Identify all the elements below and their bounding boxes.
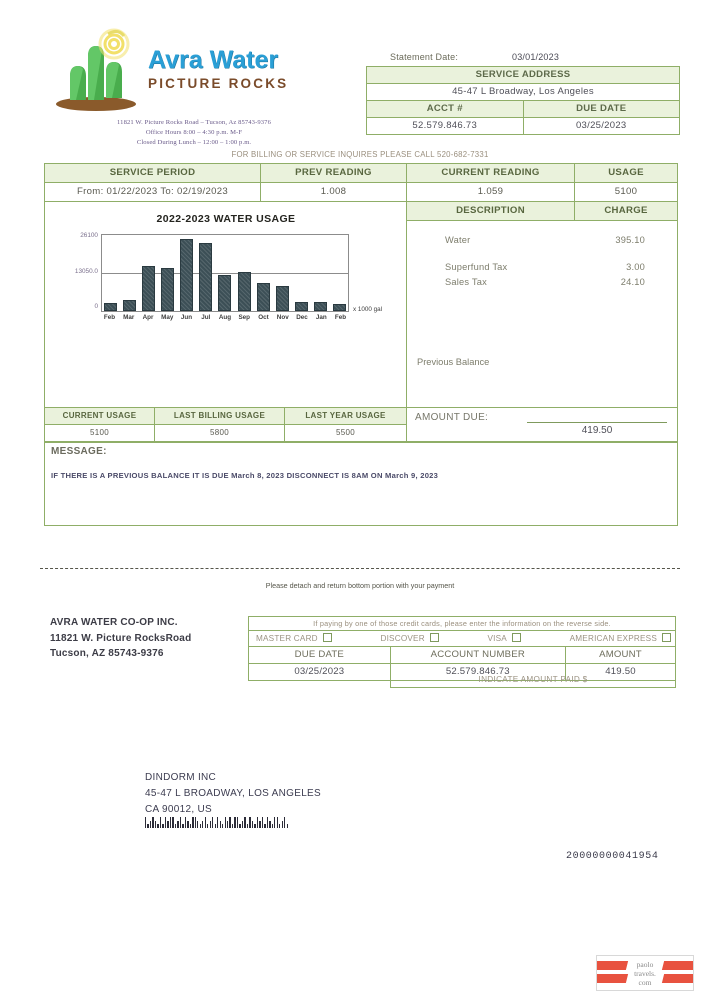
barcode-bar (157, 824, 158, 828)
checkbox-icon[interactable] (430, 633, 439, 642)
barcode-bar (284, 817, 285, 828)
indicate-amount-paid-field[interactable]: INDICATE AMOUNT PAID $ (390, 673, 676, 688)
stub-amount-header: AMOUNT (565, 647, 675, 664)
acct-header: ACCT # (367, 101, 524, 118)
stub-company-name: AVRA WATER CO-OP INC. (50, 617, 178, 628)
barcode-bar (222, 824, 223, 828)
chart-bar (180, 239, 193, 311)
acct-value: 52.579.846.73 (367, 118, 524, 135)
barcode-bar (190, 824, 191, 828)
chart-x-label: Jun (180, 314, 193, 321)
chart-bars (102, 235, 348, 311)
table-row (249, 631, 676, 647)
card-option-mastercard[interactable] (256, 633, 332, 643)
cactus-logo-icon (50, 28, 142, 114)
company-address-line-2: Office Hours 8:00 – 4:30 p.m. M-F (145, 129, 243, 137)
statement-date-value: 03/01/2023 (512, 52, 560, 62)
barcode-bar (269, 821, 270, 828)
barcode-bar (282, 821, 283, 828)
detach-note: Please detach and return bottom portion with your payment (265, 581, 455, 590)
chart-bar (199, 243, 212, 311)
logo-subtitle: PICTURE ROCKS (148, 76, 289, 91)
stub-account-number-header: ACCOUNT NUMBER (390, 647, 565, 664)
barcode-bar (279, 824, 280, 828)
barcode-bar (287, 824, 288, 828)
barcode-bar (215, 824, 216, 828)
watermark-logo (596, 955, 694, 991)
barcode-bar (177, 821, 178, 828)
barcode-bar (205, 817, 206, 828)
message-label: MESSAGE: (51, 446, 107, 457)
message-text: IF THERE IS A PREVIOUS BALANCE IT IS DUE March 8, 2023 DISCONNECT IS 8AM ON March 9, 2023 (51, 471, 439, 480)
logo-wordmark (148, 48, 344, 91)
chart-ytick-top: 26100 (80, 232, 98, 239)
chart-and-charges-row (45, 202, 677, 408)
barcode-bar (234, 817, 235, 828)
card-label: MASTER CARD (256, 634, 318, 643)
last-year-usage-value: 5500 (285, 425, 407, 442)
barcode-bar (167, 821, 168, 828)
barcode-bar (247, 824, 248, 828)
company-address-line-1: 11821 W. Picture Rocks Road – Tucson, Az 85743-9376 (117, 119, 271, 126)
chart-bar (276, 286, 289, 311)
barcode-bar (210, 821, 211, 828)
barcode-bar (145, 817, 146, 828)
usage-header: USAGE (575, 164, 677, 183)
chart-x-label: Dec (296, 314, 308, 321)
barcode-bar (185, 817, 186, 828)
chart-bar (123, 300, 136, 311)
chart-bar (161, 268, 174, 312)
barcode-bar (264, 824, 265, 828)
watermark-line-2: travels. (634, 969, 656, 978)
postal-barcode (145, 816, 288, 828)
barcode-bar (217, 817, 218, 828)
chart-x-label: Mar (123, 314, 135, 321)
card-label: DISCOVER (380, 634, 425, 643)
customer-address (145, 770, 321, 818)
chart-x-label: Apr (142, 314, 154, 321)
service-address-table (366, 66, 680, 135)
barcode-bar (274, 817, 275, 828)
barcode-bar (150, 821, 151, 828)
barcode-bar (277, 817, 278, 828)
barcode-bar (197, 821, 198, 828)
table-row (249, 617, 676, 631)
billing-details-box (44, 163, 678, 526)
barcode-bar (227, 821, 228, 828)
chart-x-axis-labels (101, 314, 349, 321)
card-option-discover[interactable] (380, 633, 438, 643)
due-date-value: 03/25/2023 (523, 118, 680, 135)
current-reading-value: 1.059 (407, 183, 575, 202)
last-billing-usage-header: LAST BILLING USAGE (155, 408, 285, 425)
logo-title: Avra Water (148, 46, 279, 74)
table-row (367, 101, 680, 118)
chart-bar (218, 275, 231, 311)
company-logo-block (44, 22, 344, 147)
barcode-bar (195, 817, 196, 828)
chart-x-label: Jul (201, 314, 211, 321)
amount-due-block (407, 408, 677, 442)
barcode-bar (155, 821, 156, 828)
amount-due-label: AMOUNT DUE: (415, 412, 489, 423)
chart-x-label: Jan (315, 314, 327, 321)
charge-amount: 395.10 (615, 235, 645, 245)
chart-x-label: Aug (218, 314, 232, 321)
due-date-header: DUE DATE (523, 101, 680, 118)
stub-due-date-header: DUE DATE (249, 647, 391, 664)
chart-x-label: May (161, 314, 174, 321)
message-box (45, 442, 677, 525)
charge-header: CHARGE (575, 202, 677, 221)
detach-divider (40, 568, 680, 569)
card-option-visa[interactable] (487, 633, 520, 643)
charges-column (407, 202, 677, 408)
usage-summary-header-row (45, 408, 407, 425)
payment-stub-table (248, 616, 676, 681)
barcode-bar (262, 817, 263, 828)
stub-company-address (50, 615, 191, 662)
chart-x-label: Nov (276, 314, 289, 321)
barcode-bar (267, 817, 268, 828)
chart-ytick-bottom: 0 (94, 303, 98, 310)
stub-due-date-value: 03/25/2023 (249, 664, 391, 681)
barcode-bar (180, 817, 181, 828)
stub-company-city: Tucson, AZ 85743-9376 (50, 648, 164, 659)
amount-due-rule (527, 422, 667, 423)
charges-header-row (407, 202, 677, 221)
current-reading-header: CURRENT READING (407, 164, 575, 183)
water-usage-chart (45, 202, 407, 408)
barcode-bar (244, 817, 245, 828)
watermark-line-1: paolo (636, 960, 654, 969)
card-option-amex[interactable] (570, 633, 671, 643)
chart-bar (238, 272, 251, 311)
barcode-bar (207, 824, 208, 828)
charge-amount: 3.00 (626, 262, 645, 272)
previous-balance-label: Previous Balance (417, 357, 490, 367)
prev-reading-header: PREV READING (261, 164, 407, 183)
checkbox-icon[interactable] (323, 633, 332, 642)
watermark-line-3: com (638, 978, 652, 987)
table-row (249, 647, 676, 664)
customer-address-line-2: CA 90012, US (145, 804, 212, 815)
barcode-bar (202, 821, 203, 828)
barcode-bar (187, 821, 188, 828)
table-row (367, 67, 680, 84)
barcode-bar (200, 824, 201, 828)
barcode-bar (175, 824, 176, 828)
chart-title: 2022-2023 WATER USAGE (156, 213, 296, 225)
barcode-bar (272, 824, 273, 828)
current-usage-header: CURRENT USAGE (45, 408, 155, 425)
card-label: AMERICAN EXPRESS (569, 634, 657, 643)
billing-inquiry-line: FOR BILLING OR SERVICE INQUIRES PLEASE CALL 520-682-7331 (231, 150, 489, 159)
chart-x-label: Feb (103, 314, 116, 321)
chart-bar (142, 266, 155, 311)
barcode-bar (225, 817, 226, 828)
usage-summary-table (45, 408, 407, 442)
usage-value: 5100 (575, 183, 677, 202)
barcode-bar (212, 817, 213, 828)
barcode-bar (152, 817, 153, 828)
credit-card-options (249, 631, 676, 647)
barcode-bar (182, 824, 183, 828)
chart-bar (257, 283, 270, 311)
barcode-bar (232, 824, 233, 828)
billing-value-row (45, 183, 677, 202)
chart-bar (104, 303, 117, 311)
billing-header-row (45, 164, 677, 183)
barcode-bar (252, 821, 253, 828)
amount-due-value: 419.50 (581, 425, 613, 436)
charge-name: Water (445, 235, 471, 245)
barcode-bar (147, 824, 148, 828)
barcode-bar (162, 824, 163, 828)
chart-unit-note: x 1000 gal (353, 306, 383, 313)
barcode-bar (229, 817, 230, 828)
chart-plot-area (101, 234, 349, 312)
service-address-value: 45-47 L Broadway, Los Angeles (367, 84, 680, 101)
chart-x-label: Feb (334, 314, 347, 321)
barcode-bar (237, 817, 238, 828)
chart-x-label: Oct (258, 314, 269, 321)
barcode-bar (172, 817, 173, 828)
barcode-bar (257, 817, 258, 828)
barcode-bar (160, 817, 161, 828)
barcode-bar (249, 817, 250, 828)
company-address-line-3: Closed During Lunch – 12:00 – 1:00 p.m. (136, 139, 252, 147)
chart-ytick-mid: 13050.0 (74, 268, 98, 275)
barcode-bar (220, 821, 221, 828)
stub-account-number-value: 52.579.846.73 (390, 664, 565, 681)
credit-card-note: If paying by one of those credit cards, please enter the information on the reverse side. (249, 617, 676, 631)
checkbox-icon[interactable] (662, 633, 671, 642)
checkbox-icon[interactable] (512, 633, 521, 642)
chart-bar (295, 302, 308, 311)
barcode-bar (242, 821, 243, 828)
chart-x-label: Sep (238, 314, 251, 321)
chart-bar (333, 304, 346, 311)
charge-name: Sales Tax (445, 277, 487, 287)
card-label: VISA (487, 634, 507, 643)
current-usage-value: 5100 (45, 425, 155, 442)
charge-name: Superfund Tax (445, 262, 508, 272)
reference-number: 20000000041954 (566, 851, 659, 862)
customer-name: DINDORM INC (145, 772, 217, 783)
charges-list (407, 221, 677, 407)
chart-bar (314, 302, 327, 311)
table-row (367, 118, 680, 135)
company-address (44, 118, 344, 149)
stub-amount-value: 419.50 (565, 664, 675, 681)
last-billing-usage-value: 5800 (155, 425, 285, 442)
barcode-bar (259, 821, 260, 828)
barcode-bar (165, 817, 166, 828)
barcode-bar (170, 817, 171, 828)
description-header: DESCRIPTION (407, 202, 575, 221)
customer-address-line-1: 45-47 L BROADWAY, LOS ANGELES (145, 788, 321, 799)
usage-summary-value-row (45, 425, 407, 442)
service-period-value: From: 01/22/2023 To: 02/19/2023 (45, 183, 261, 202)
barcode-bar (254, 824, 255, 828)
prev-reading-value: 1.008 (261, 183, 407, 202)
usage-summary-row (45, 408, 677, 442)
charge-amount: 24.10 (620, 277, 645, 287)
service-address-header: SERVICE ADDRESS (367, 67, 680, 84)
barcode-bar (239, 824, 240, 828)
statement-date-label: Statement Date: (390, 52, 459, 62)
barcode-bar (192, 817, 193, 828)
service-period-header: SERVICE PERIOD (45, 164, 261, 183)
table-row (367, 84, 680, 101)
last-year-usage-header: LAST YEAR USAGE (285, 408, 407, 425)
stub-company-street: 11821 W. Picture RocksRoad (50, 632, 192, 644)
